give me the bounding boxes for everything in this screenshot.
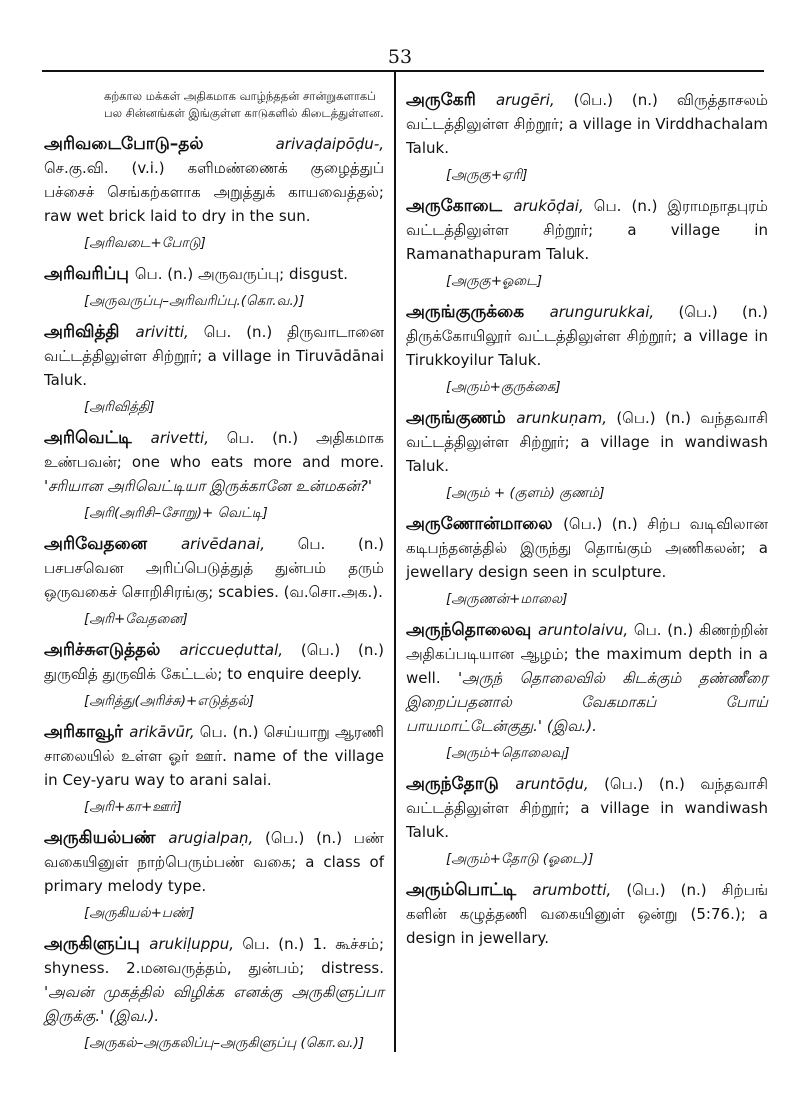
grammar-tag: (பெ.) (n.) — [573, 91, 677, 109]
etymology: [அருகியல்+பண்] — [84, 905, 195, 921]
grammar-tag: பெ. (n.) — [593, 197, 668, 215]
meaning-tamil: செய்யாறு ஆரணி சாலையில் உள்ள ஓர் ஊர். — [44, 723, 384, 765]
etymology: [அரும்+குருக்கை] — [446, 379, 561, 395]
meaning-english: a class of primary melody type. — [44, 853, 384, 895]
usage-example: 'அருந் தொலைவில் கிடக்கும் தண்ணீரை இறைப்பதனால் வேகமாகப் போய் பாயமாட்டேன்குது.' (இவ.). — [406, 669, 768, 735]
grammar-tag: (பெ.) (n.) — [604, 775, 701, 793]
etymology: [அரிவித்தி] — [84, 399, 155, 415]
etymology: [அரும் + (குளம்) குணம்] — [446, 485, 605, 501]
right-column — [406, 88, 768, 954]
grammar-tag: பெ. (n.) — [199, 723, 264, 741]
headword: அரும்பொட்டி — [406, 880, 533, 900]
meaning-tamil: அருவருப்பு; — [197, 265, 289, 283]
meaning-english: name of the village in Cey-yaru way to arani salai. — [44, 747, 384, 789]
dictionary-entry — [406, 406, 768, 504]
meaning-tamil: துருவித் துருவிக் கேட்டல்; — [44, 665, 228, 683]
meaning-english: a village in Tiruvādānai Taluk. — [44, 347, 384, 389]
grammar-tag: (பெ.) (n.) — [563, 515, 648, 533]
grammar-tag: (பெ.) (n.) — [678, 303, 769, 321]
entry-body — [406, 878, 768, 950]
grammar-tag: (பெ.) (n.) — [626, 881, 722, 899]
dictionary-entry — [406, 618, 768, 764]
dictionary-entry — [406, 300, 768, 398]
meaning-english: a village in Tirukkoyilur Taluk. — [406, 327, 768, 369]
headword: அரிவேதனை — [44, 534, 181, 554]
meaning-tamil: திருவாடானை வட்டத்திலுள்ள சிற்றூர்; — [44, 323, 384, 365]
entry-body — [406, 300, 768, 372]
headword: அரிவெட்டி — [44, 428, 151, 448]
grammar-tag: (பெ.) (n.) — [265, 829, 354, 847]
right-entries — [406, 88, 768, 950]
meaning-tamil: களிமண்ணைக் குழைத்துப் பச்சைச் செங்கற்களாக அறுத்துக் காயவைத்தல்; — [44, 159, 384, 201]
entry-body — [406, 194, 768, 266]
transliteration: arungurukkai, — [549, 303, 679, 321]
entry-body — [406, 772, 768, 844]
dictionary-entry — [44, 532, 384, 630]
headword: அருணோன்மாலை — [406, 514, 564, 534]
entry-body — [44, 720, 384, 792]
headword: அருகிளுப்பு — [44, 934, 150, 954]
entry-body — [44, 426, 384, 498]
meaning-english: a jewellary design seen in sculpture. — [406, 539, 768, 581]
transliteration: arukiḷuppu, — [149, 935, 243, 953]
etymology: [அருவருப்பு–அரிவரிப்பு.(கொ.வ.)] — [84, 293, 305, 309]
meaning-tamil: கிணற்றின் அதிகப்படியான ஆழம்; — [406, 621, 768, 663]
etymology: [அரிவடை+போடு] — [84, 235, 206, 251]
entry-body — [406, 512, 768, 584]
meaning-tamil: விருத்தாசலம் வட்டத்திலுள்ள சிற்றூர்; — [406, 91, 768, 133]
entry-body — [44, 638, 384, 686]
dictionary-entry — [44, 932, 384, 1054]
page-number: 53 — [387, 46, 413, 68]
dictionary-entry — [44, 720, 384, 818]
dictionary-entry — [44, 638, 384, 712]
etymology: [அரும்+தோடு (ஓடை)] — [446, 851, 594, 867]
etymology: [அரி+வேதனை] — [84, 611, 188, 627]
entry-body — [44, 320, 384, 392]
entry-body — [44, 132, 384, 228]
headword: அரிவடைபோடு–தல் — [44, 134, 276, 154]
meaning-tamil: அதிகமாக உண்பவன்; — [44, 429, 384, 471]
etymology: [அரித்து(அரிச்சு)+எடுத்தல்] — [84, 693, 254, 709]
entry-body — [406, 618, 768, 738]
dictionary-entry — [406, 88, 768, 186]
grammar-tag: பெ. (n.) — [226, 429, 316, 447]
meaning-tamil: பசபசவென அரிப்பெடுத்துத் துன்பம் தரும் ஒருவகைச் சொறிசிரங்கு; — [44, 559, 384, 601]
meaning-tamil: 1. கூச்சம்; — [312, 935, 385, 953]
transliteration: arivetti, — [150, 429, 227, 447]
meaning-tamil: சிற்பங் களின் கழுத்தணி வகையினுள் ஒன்று (5:76.); — [406, 881, 768, 923]
headword: அரிவரிப்பு — [44, 264, 135, 284]
etymology: [அருகல்–அருகலிப்பு–அருகிளுப்பு (கொ.வ.)] — [84, 1035, 364, 1051]
meaning-tamil: திருக்கோயிலூர் வட்டத்திலுள்ள சிற்றூர்; — [406, 327, 684, 345]
headword: அரிகாவூர் — [44, 722, 130, 742]
left-entries — [44, 132, 384, 1054]
etymology: [அருகு+ஏரி] — [446, 167, 528, 183]
transliteration: arumbotti, — [532, 881, 627, 899]
transliteration: ariccueḍuttal, — [179, 641, 301, 659]
meaning-english: a village in Virddhachalam Taluk. — [406, 115, 768, 157]
entry-body — [44, 532, 384, 604]
entry-body — [406, 88, 768, 160]
grammar-tag: பெ. (n.) — [203, 323, 288, 341]
meaning-tamil: வந்தவாசி வட்டத்திலுள்ள சிற்றூர்; — [406, 775, 769, 817]
entry-body — [44, 262, 384, 286]
meaning-tamil: சிற்ப வடிவிலான கடிபந்தனத்தில் இருந்து தொங்கும் அணிகலன்; — [406, 515, 768, 557]
meaning-tamil: வந்தவாசி வட்டத்திலுள்ள சிற்றூர்; — [406, 409, 768, 451]
dictionary-entry — [406, 772, 768, 870]
grammar-tag: பெ. (n.) — [297, 535, 384, 553]
meaning-english: raw wet brick laid to dry in the sun. — [44, 207, 311, 225]
transliteration: arugialpaṇ, — [168, 829, 266, 847]
meaning-english: a village in wandiwash Taluk. — [406, 799, 768, 841]
meaning-english: a design in jewellary. — [406, 905, 768, 947]
meaning-tamil: பண் வகையினுள் நாற்பெரும்பண் வகை; — [44, 829, 385, 871]
etymology: [அரும்+தொலைவு] — [446, 745, 570, 761]
meaning-english: shyness. 2.மனவருத்தம், துன்பம்; distress. — [44, 959, 384, 977]
transliteration: arikāvūr, — [129, 723, 200, 741]
grammar-tag: (பெ.) (n.) — [616, 409, 701, 427]
dictionary-entry — [44, 826, 384, 924]
etymology: [அருகு+ஓடை] — [446, 273, 543, 289]
entry-body — [406, 406, 768, 478]
headword: அருகோடை — [406, 196, 514, 216]
dictionary-entry — [406, 878, 768, 950]
headword: அருகியல்பண் — [44, 828, 169, 848]
transliteration: aruntolaivu, — [538, 621, 634, 639]
dictionary-entry — [44, 320, 384, 418]
dictionary-entry — [44, 262, 384, 312]
meaning-english: to enquire deeply. — [227, 665, 363, 683]
meaning-english: disgust. — [288, 265, 348, 283]
headword: அருங்குணம் — [406, 408, 517, 428]
meaning-english: scabies. (வ.சொ.அக.). — [218, 583, 383, 601]
etymology: [அருணன்+மாலை] — [446, 591, 568, 607]
headword: அருகேரி — [406, 90, 496, 110]
dictionary-entry — [406, 194, 768, 292]
headword: அருங்குருக்கை — [406, 302, 550, 322]
grammar-tag: பெ. (n.) — [633, 621, 699, 639]
transliteration: arukōḍai, — [513, 197, 594, 215]
transliteration: arunkuṇam, — [516, 409, 617, 427]
etymology: [அரி(அரிசி–சோறு)+ வெட்டி] — [84, 505, 268, 521]
usage-example: 'அவன் முகத்தில் விழிக்க எனக்கு அருகிளுப்பா இருக்கு.' (இவ.). — [44, 983, 384, 1025]
entry-body — [44, 826, 384, 898]
grammar-tag: செ.கு.வி. (v.i.) — [44, 159, 188, 177]
transliteration: arivaḍaipōḍu-, — [275, 135, 384, 153]
transliteration: arivēdanai, — [180, 535, 298, 553]
left-column — [44, 88, 384, 1062]
grammar-tag: (பெ.) (n.) — [300, 641, 384, 659]
headword: அரிச்சுஎடுத்தல் — [44, 640, 180, 660]
usage-example: 'சரியான அரிவெட்டியா இருக்கானே உன்மகன்?' — [44, 477, 373, 495]
dictionary-entry — [44, 426, 384, 524]
meaning-english: a village in wandiwash Taluk. — [406, 433, 768, 475]
meaning-english: a village in Ramanathapuram Taluk. — [406, 221, 768, 263]
transliteration: aruntōḍu, — [515, 775, 605, 793]
etymology: [அரி+கா+ஊர்] — [84, 799, 182, 815]
meaning-english: the maximum depth in a well. — [406, 645, 769, 687]
transliteration: arugēri, — [495, 91, 574, 109]
headword: அருந்தோடு — [406, 774, 516, 794]
headword: அரிவித்தி — [44, 322, 136, 342]
transliteration: arivitti, — [135, 323, 204, 341]
dictionary-entry — [406, 512, 768, 610]
intro-note: கற்கால மக்கள் அதிகமாக வாழ்ந்ததன் சான்றுகளாகப் பல சின்னங்கள் இங்குள்ள காடுகளில் கிடைத்துள்ளன. — [104, 89, 384, 120]
header-rule — [42, 70, 764, 72]
dictionary-entry — [44, 132, 384, 254]
entry-body — [44, 932, 384, 1028]
meaning-english: one who eats more and more. — [131, 453, 384, 471]
grammar-tag: பெ. (n.) — [242, 935, 313, 953]
headword: அருந்தொலைவு — [406, 620, 539, 640]
grammar-tag: பெ. (n.) — [134, 265, 198, 283]
meaning-tamil: இராமநாதபுரம் வட்டத்திலுள்ள சிற்றூர்; — [406, 197, 769, 239]
column-divider — [394, 72, 396, 1052]
